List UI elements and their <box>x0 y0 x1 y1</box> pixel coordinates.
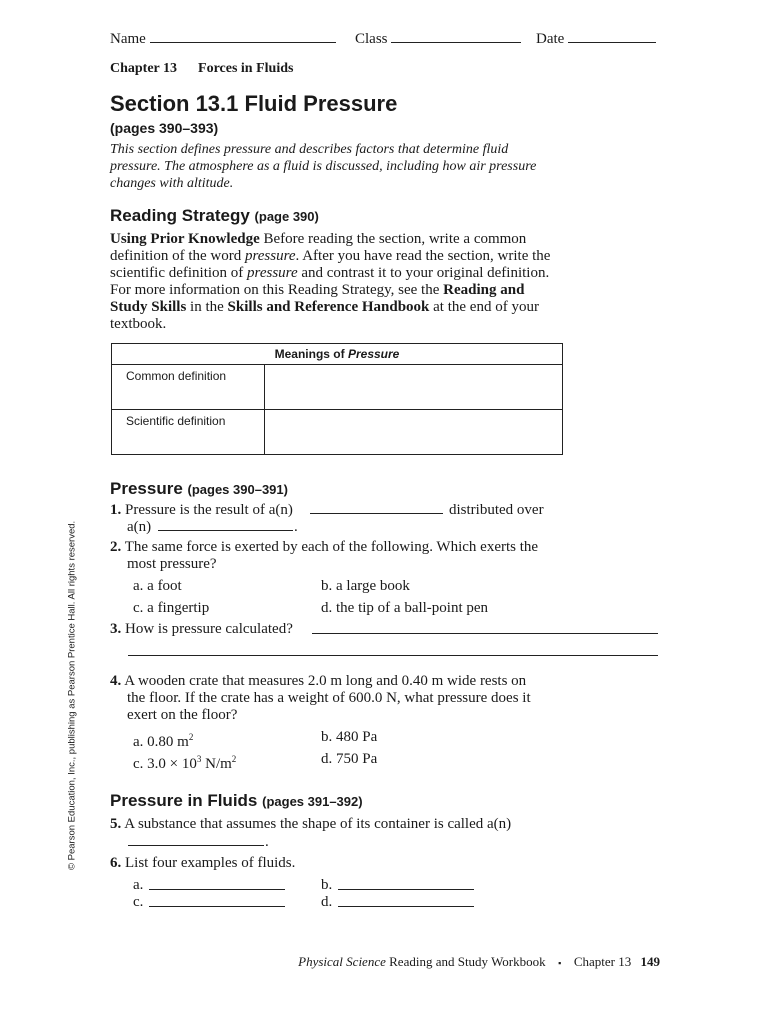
q5-text: A substance that assumes the shape of its container is called a(n) <box>124 816 512 832</box>
q4-number: 4. <box>110 673 122 689</box>
q4-option-c-text-2: N/m <box>201 756 232 772</box>
strategy-text-4: in the <box>190 299 224 315</box>
question-6 <box>110 855 295 872</box>
q4-option-c-sup-2: 2 <box>231 754 237 764</box>
q6-label-c: c. <box>133 894 144 910</box>
question-4 <box>110 673 526 690</box>
table-title-italic: Pressure <box>347 347 400 361</box>
class-blank[interactable] <box>391 28 521 43</box>
strategy-bold-1: Reading and Study Skills <box>110 282 525 315</box>
question-5 <box>110 816 511 833</box>
q6-answer-blank-d[interactable] <box>338 906 474 907</box>
meanings-table <box>111 343 563 455</box>
strategy-lead: Using Prior Knowledge <box>110 231 260 247</box>
copyright-notice: © Pearson Education, Inc., publishing as Pearson Prentice Hall. All rights reserved. <box>66 520 78 870</box>
q6-text: List four examples of fluids. <box>125 855 296 871</box>
q6-answer-blank-a[interactable] <box>149 889 285 890</box>
class-field <box>355 28 521 48</box>
meanings-table-title <box>112 344 563 365</box>
q6-answer-blank-b[interactable] <box>338 889 474 890</box>
q6-label-b: b. <box>321 877 333 893</box>
common-definition-cell[interactable] <box>265 365 563 410</box>
q4-option-a[interactable] <box>133 729 193 751</box>
strategy-text-5: at the end of your textbook. <box>110 299 539 332</box>
q4-text-3: exert on the floor? <box>127 707 238 723</box>
q4-option-a-sup: 2 <box>188 732 194 742</box>
strategy-text-2: . After you have read the section, write the scientific definition of <box>110 248 551 281</box>
q2-option-d[interactable]: d. the tip of a ball-point pen <box>321 600 489 616</box>
fluids-heading <box>110 791 363 811</box>
class-label: Class <box>355 31 388 47</box>
section-intro: This section defines pressure and describes factors that determine fluid pressure. The atmosphere as a fluid is discussed, including how air pressure changes with altitude. <box>110 142 537 191</box>
q4-option-c-text-1: c. 3.0 × 10 <box>133 756 197 772</box>
q2-text-1: The same force is exerted by each of the following. Which exerts the <box>124 539 539 555</box>
reading-strategy-page: (page 390) <box>254 209 319 224</box>
q4-text-1: A wooden crate that measures 2.0 m long and 0.40 m wide rests on <box>124 673 527 689</box>
section-pages: (pages 390–393) <box>110 120 219 136</box>
page-number: 149 <box>640 954 660 969</box>
page-footer <box>298 954 660 970</box>
q4-option-d[interactable]: d. 750 Pa <box>321 751 378 767</box>
q1-text-a: Pressure is the result of a(n) <box>125 502 293 518</box>
scientific-definition-label: Scientific definition <box>112 410 265 455</box>
strategy-word-1: pressure <box>244 248 296 264</box>
q3-number: 3. <box>110 621 122 637</box>
q2-option-a[interactable]: a. a foot <box>133 578 182 594</box>
name-label: Name <box>110 31 146 47</box>
footer-chapter: Chapter 13 <box>573 954 632 969</box>
fluids-pages: (pages 391–392) <box>262 794 363 809</box>
pressure-title: Pressure <box>110 479 183 498</box>
q2-text-2: most pressure? <box>127 556 217 572</box>
date-blank[interactable] <box>568 28 656 43</box>
q2-number: 2. <box>110 539 122 555</box>
question-3 <box>110 621 293 638</box>
q6-label-d: d. <box>321 894 333 910</box>
chapter-number: Chapter 13 <box>110 61 178 76</box>
q1-answer-blank-2[interactable] <box>158 530 293 531</box>
section-title: Section 13.1 Fluid Pressure <box>110 91 398 116</box>
strategy-text-1: Before reading the section, write a common definition of the word <box>110 231 527 264</box>
q4-option-b[interactable]: b. 480 Pa <box>321 729 378 745</box>
q1-answer-blank-1[interactable] <box>310 513 443 514</box>
chapter-title: Forces in Fluids <box>198 61 294 76</box>
q4-option-c-sup-1: 3 <box>196 754 202 764</box>
q4-option-c[interactable] <box>133 751 236 773</box>
q2-option-c[interactable]: c. a fingertip <box>133 600 210 616</box>
q2-option-b[interactable]: b. a large book <box>321 578 410 594</box>
strategy-word-2: pressure <box>247 265 298 281</box>
strategy-text-3: and contrast it to your original definition. For more information on this Reading Strategy, see the <box>110 265 550 298</box>
footer-bullet-icon: ▪ <box>558 958 562 969</box>
q3-answer-blank-1[interactable] <box>312 633 658 634</box>
q6-answer-blank-c[interactable] <box>149 906 285 907</box>
name-field <box>110 28 336 48</box>
q1-text-c: a(n) <box>127 519 152 535</box>
table-title-prefix: Meanings of <box>274 347 345 361</box>
question-2 <box>110 539 538 556</box>
q1-text-d: . <box>294 519 298 535</box>
name-blank[interactable] <box>150 28 336 43</box>
q1-number: 1. <box>110 502 122 518</box>
q3-answer-blank-2[interactable] <box>128 655 658 656</box>
question-1 <box>110 502 293 519</box>
q5-number: 5. <box>110 816 122 832</box>
date-label: Date <box>536 31 565 47</box>
q1-text-b: distributed over <box>449 502 544 518</box>
footer-book-rest: Reading and Study Workbook <box>389 954 546 969</box>
reading-strategy-title: Reading Strategy <box>110 206 250 225</box>
q5-answer-blank[interactable] <box>128 845 264 846</box>
reading-strategy-heading <box>110 206 319 226</box>
common-definition-label: Common definition <box>112 365 265 410</box>
date-field <box>536 28 656 48</box>
q6-number: 6. <box>110 855 122 871</box>
q3-text: How is pressure calculated? <box>125 621 293 637</box>
pressure-pages: (pages 390–391) <box>187 482 288 497</box>
chapter-line <box>110 61 293 77</box>
reading-strategy-text <box>110 231 556 333</box>
q5-end: . <box>265 834 269 850</box>
footer-book-italic: Physical Science <box>298 954 386 969</box>
q4-text-2: the floor. If the crate has a weight of 600.0 N, what pressure does it <box>127 690 531 706</box>
q6-label-a: a. <box>133 877 144 893</box>
fluids-title: Pressure in Fluids <box>110 791 258 810</box>
strategy-bold-2: Skills and Reference Handbook <box>227 299 430 315</box>
pressure-heading <box>110 479 288 499</box>
q4-option-a-text: a. 0.80 m <box>133 734 189 750</box>
scientific-definition-cell[interactable] <box>265 410 563 455</box>
